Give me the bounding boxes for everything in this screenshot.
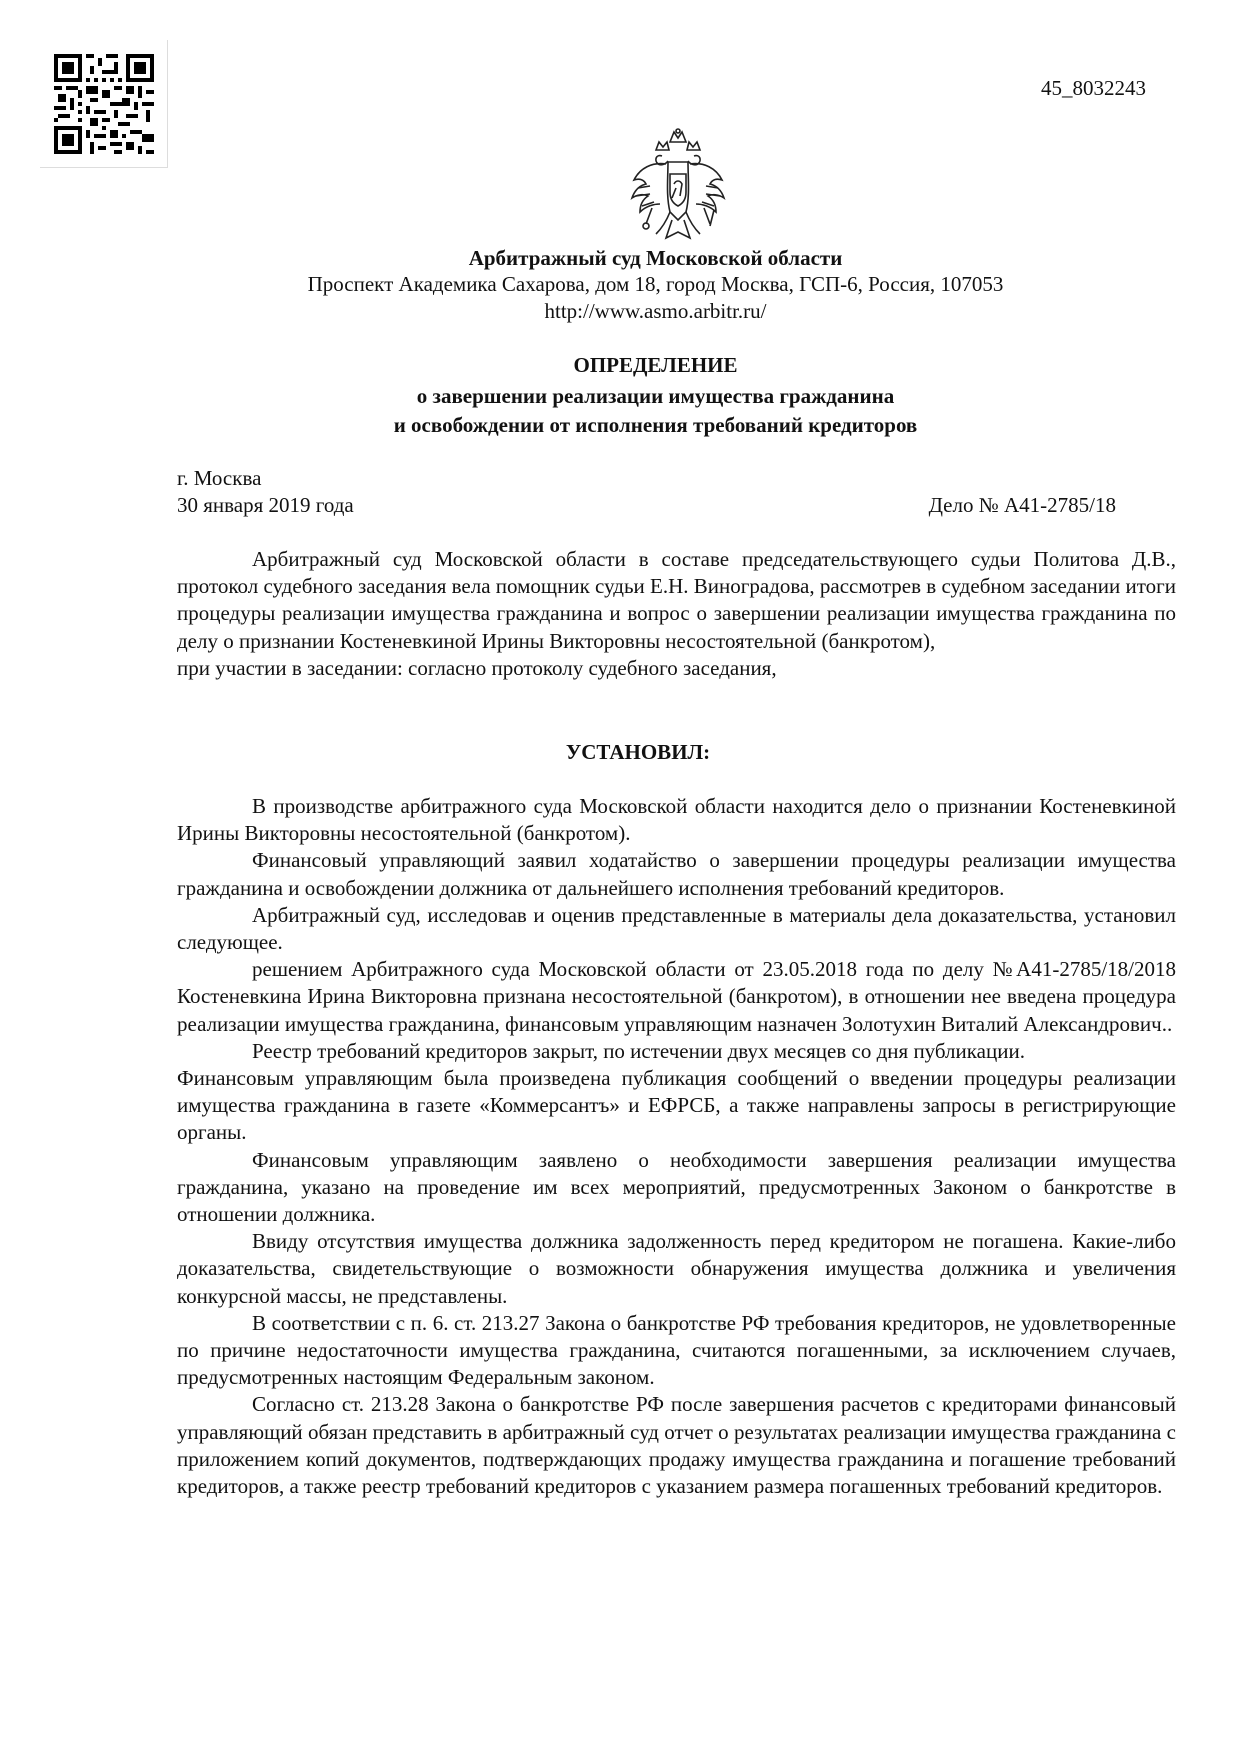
court-address: Проспект Академика Сахарова, дом 18, город Москва, ГСП-6, Россия, 107053 <box>307 272 1004 296</box>
paragraph: Согласно ст. 213.28 Закона о банкротстве РФ после завершения расчетов с кредиторами финансовый управляющий обязан представить в арбитражный суд отчет о результатах реализации имущества гражданина с приложением копий документов, подтверждающих продажу имущества гражданина и погашение требований кредиторов, а также реестр требований кредиторов с указанием размера погашенных требований кредиторов. <box>177 1392 1176 1499</box>
paragraph: Финансовым управляющим была произведена публикация сообщений о введении процедуры реализации имущества гражданина в газете «Коммерсантъ» и ЕФРСБ, а также направлены запросы в регистрирующие органы. <box>177 1066 1176 1145</box>
paragraph: В соответствии с п. 6. ст. 213.27 Закона о банкротстве РФ требования кредиторов, не удовлетворенные по причине недостаточности имущества гражданина, считаются погашенными, за исключением случаев, предусмотренных настоящим Федеральным законом. <box>177 1310 1176 1390</box>
court-name: Арбитражный суд Московской области <box>468 246 843 270</box>
document-title: ОПРЕДЕЛЕНИЕ <box>573 353 738 377</box>
established-heading: УСТАНОВИЛ: <box>565 740 711 764</box>
paragraph: Арбитражный суд, исследовав и оценив представленные в материалы дела доказательства, установил следующее. <box>177 902 1176 955</box>
paragraph: В производстве арбитражного суда Московской области находится дело о признании Костеневкиной Ирины Викторовны несостоятельной (банкротом). <box>177 794 1176 846</box>
coat-of-arms-icon <box>626 128 730 242</box>
document-subtitle-line2: и освобождении от исполнения требований кредиторов <box>393 413 918 437</box>
main-text <box>177 793 1176 1500</box>
paragraph: Реестр требований кредиторов закрыт, по истечении двух месяцев со дня публикации. <box>252 1038 1025 1063</box>
case-number: Дело № А41-2785/18 <box>928 493 1116 517</box>
intro-participation: при участии в заседании: согласно протоколу судебного заседания, <box>177 655 777 680</box>
place: г. Москва <box>177 466 262 490</box>
paragraph: Финансовый управляющий заявил ходатайство о завершении процедуры реализации имущества гражданина и освобождении должника от дальнейшего исполнения требований кредиторов. <box>177 848 1176 900</box>
qr-code-icon <box>54 54 154 154</box>
intro-paragraph: Арбитражный суд Московской области в составе председательствующего судьи Политова Д.В., протокол судебного заседания вела помощник судьи Е.Н. Виноградова, рассмотрев в судебном заседании итоги процедуры реализации имущества гражданина и вопрос о завершении реализации имущества гражданина по делу о признании Костеневкиной Ирины Викторовны несостоятельной (банкротом), <box>177 547 1176 653</box>
qr-code <box>40 40 168 168</box>
paragraph: Финансовым управляющим заявлено о необходимости завершения реализации имущества гражданина, указано на проведение им всех мероприятий, предусмотренных Законом о банкротстве в отношении должника. <box>177 1147 1176 1227</box>
paragraph: Ввиду отсутствия имущества должника задолженность перед кредитором не погашена. Какие-либо доказательства, свидетельствующие о возможности обнаружения имущества должника и увеличения конкурсной массы, не представлены. <box>177 1229 1176 1308</box>
document-subtitle-line1: о завершении реализации имущества гражданина <box>416 384 895 408</box>
paragraph: решением Арбитражного суда Московской области от 23.05.2018 года по делу №А41-2785/18/2018 Костеневкина Ирина Викторовна признана несостоятельной (банкротом), в отношении нее введена процедура реализации имущества гражданина, финансовым управляющим назначен Золотухин Виталий Александрович.. <box>177 957 1176 1036</box>
intro-section <box>177 546 1176 682</box>
court-website: http://www.asmo.arbitr.ru/ <box>544 299 767 323</box>
document-date: 30 января 2019 года <box>177 493 354 517</box>
document-id: 45_8032243 <box>1041 76 1146 100</box>
